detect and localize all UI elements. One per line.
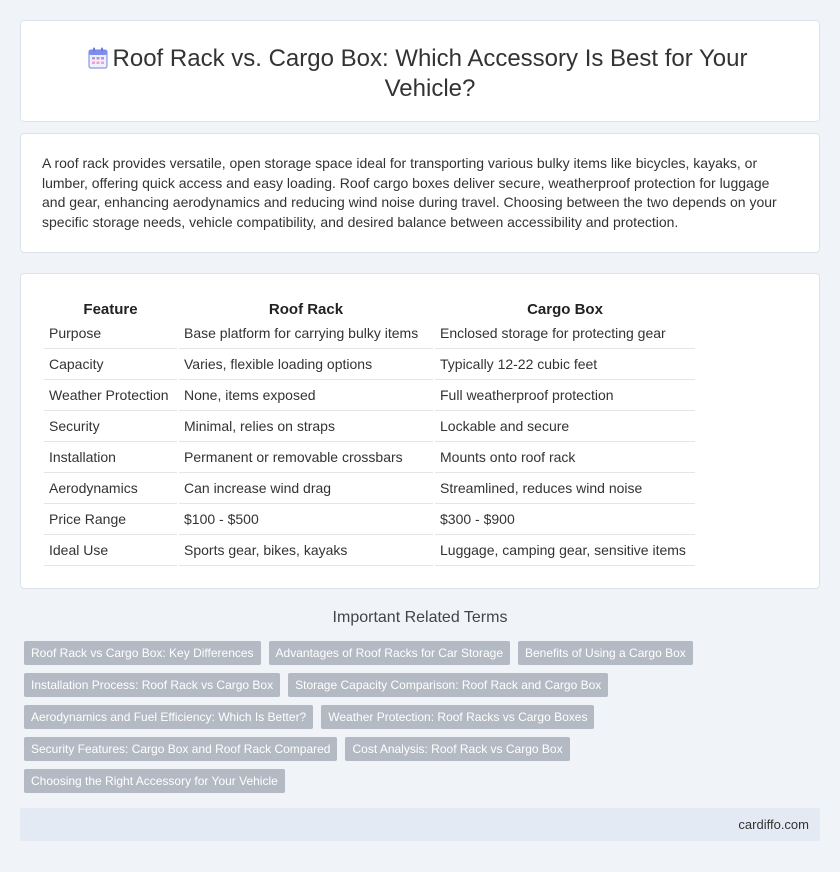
header-cargo-box: Cargo Box [527,301,603,318]
feature-cell: Security [44,411,177,442]
calendar-icon [88,47,108,69]
cargo-box-cell: Enclosed storage for protecting gear [435,318,695,349]
footer-site-link[interactable]: cardiffo.com [738,817,809,832]
feature-cell: Aerodynamics [44,473,177,504]
feature-cell: Capacity [44,349,177,380]
roof-rack-cell: Varies, flexible loading options [179,349,433,380]
comparison-table [42,296,697,566]
roof-rack-cell: None, items exposed [179,380,433,411]
roof-rack-cell: $100 - $500 [179,504,433,535]
related-term-tag[interactable]: Benefits of Using a Cargo Box [518,641,693,665]
tag-row [24,769,724,793]
cargo-box-cell: Typically 12-22 cubic feet [435,349,695,380]
related-term-tag[interactable]: Roof Rack vs Cargo Box: Key Differences [24,641,261,665]
related-term-tag[interactable]: Choosing the Right Accessory for Your Vehicle [24,769,285,793]
table-row [44,504,695,535]
cargo-box-cell: Mounts onto roof rack [435,442,695,473]
table-row [44,411,695,442]
cargo-box-cell: Full weatherproof protection [435,380,695,411]
cargo-box-cell: $300 - $900 [435,504,695,535]
table-row [44,535,695,566]
tag-row [24,673,724,697]
roof-rack-cell: Sports gear, bikes, kayaks [179,535,433,566]
table-header-row [44,296,695,318]
table-row [44,349,695,380]
table-row [44,380,695,411]
cargo-box-cell: Luggage, camping gear, sensitive items [435,535,695,566]
tag-row [24,641,724,665]
roof-rack-cell: Permanent or removable crossbars [179,442,433,473]
table-row [44,473,695,504]
related-term-tag[interactable]: Installation Process: Roof Rack vs Cargo Box [24,673,280,697]
table-row [44,318,695,349]
related-term-tag[interactable]: Security Features: Cargo Box and Roof Rack Compared [24,737,337,761]
feature-cell: Price Range [44,504,177,535]
table-row [44,442,695,473]
related-terms-list [24,641,724,801]
related-term-tag[interactable]: Storage Capacity Comparison: Roof Rack and Cargo Box [288,673,608,697]
feature-cell: Purpose [44,318,177,349]
intro-card [20,133,820,253]
cargo-box-cell: Streamlined, reduces wind noise [435,473,695,504]
header-roof-rack: Roof Rack [268,301,344,318]
intro-paragraph: A roof rack provides versatile, open storage space ideal for transporting various bulky items like bicycles, kayaks, or lumber, offering quick access and easy loading. Roof cargo boxes deliver secure, weatherproof protection for luggage and gear, enhancing aerodynamics and reducing wind noise during travel. Choosing between the two depends on your specific storage needs, vehicle compatibility, and desired balance between accessibility and protection. [42,155,777,230]
comparison-card [20,273,820,589]
related-terms-heading: Important Related Terms [332,609,508,626]
related-term-tag[interactable]: Advantages of Roof Racks for Car Storage [269,641,510,665]
feature-cell: Weather Protection [44,380,177,411]
tag-row [24,705,724,729]
header-feature: Feature [83,301,138,318]
cargo-box-cell: Lockable and secure [435,411,695,442]
related-term-tag[interactable]: Weather Protection: Roof Racks vs Cargo Boxes [321,705,594,729]
header-card [20,20,820,122]
roof-rack-cell: Base platform for carrying bulky items [179,318,433,349]
footer [20,808,820,841]
feature-cell: Installation [44,442,177,473]
roof-rack-cell: Minimal, relies on straps [179,411,433,442]
page-title: Roof Rack vs. Cargo Box: Which Accessory Is Best for Your Vehicle? [112,45,748,102]
related-term-tag[interactable]: Aerodynamics and Fuel Efficiency: Which Is Better? [24,705,313,729]
roof-rack-cell: Can increase wind drag [179,473,433,504]
related-term-tag[interactable]: Cost Analysis: Roof Rack vs Cargo Box [345,737,569,761]
tag-row [24,737,724,761]
feature-cell: Ideal Use [44,535,177,566]
